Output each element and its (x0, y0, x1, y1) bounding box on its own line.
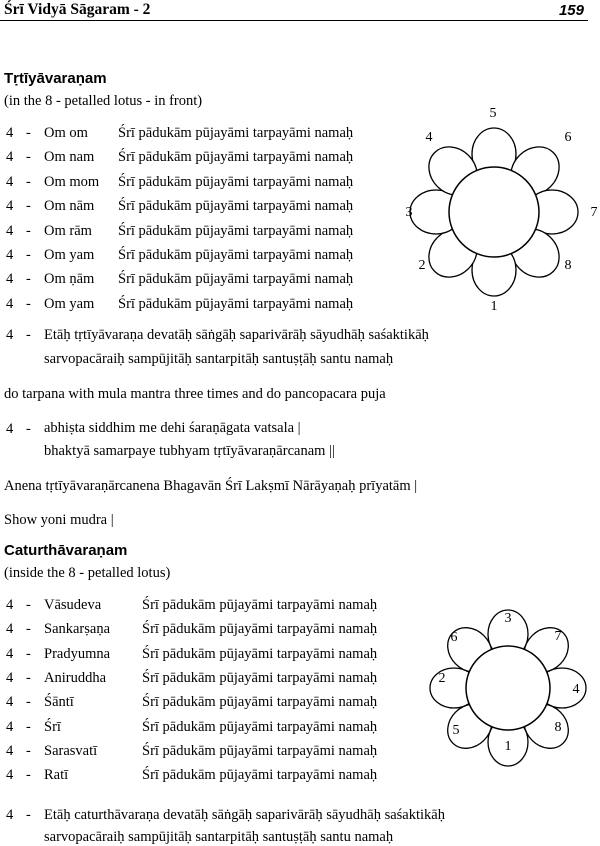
mantra-dash: - (26, 198, 31, 215)
mantra-dash: - (26, 271, 31, 288)
lotus-petal-number: 8 (554, 720, 562, 735)
mantra-number: 4 (6, 767, 14, 784)
lotus-center-circle (449, 167, 539, 257)
mantra-text: Śrī pādukām pūjayāmi tarpayāmi namaḥ (142, 718, 378, 735)
deity-name: Vāsudeva (44, 597, 102, 613)
mantra-number: 4 (6, 645, 14, 662)
mantra-number: 4 (6, 742, 14, 759)
deity-name: Om yam (44, 295, 95, 312)
closing-number: 4 (6, 807, 14, 823)
deity-name: Aniruddha (44, 669, 107, 686)
page-header (0, 0, 600, 22)
mantra-dash: - (26, 222, 31, 239)
closing-line-1: Etāḥ tṛtīyāvaraṇa devatāḥ sāṅgāḥ saparivārāḥ sāyudhāḥ saśaktikāḥ (44, 327, 429, 343)
mantra-text: Śrī pādukām pūjayāmi tarpayāmi namaḥ (142, 621, 378, 638)
lotus-petal-number: 7 (554, 629, 562, 644)
lotus-petal-number: 8 (564, 258, 572, 273)
mantra-dash: - (26, 247, 31, 263)
mantra-dash: - (26, 125, 31, 141)
offering-text: Anena tṛtīyāvaraṇārcanena Bhagavān Śrī Lakṣmī Nārāyaṇaḥ prīyatām | (4, 478, 418, 494)
lotus-petal-number: 2 (418, 258, 426, 273)
mantra-text: Śrī pādukām pūjayāmi tarpayāmi namaḥ (118, 247, 354, 263)
lotus-petal-number: 3 (504, 611, 512, 626)
mantra-dash: - (26, 173, 31, 190)
deity-name: Om mom (44, 173, 100, 190)
deity-name: Om rām (44, 222, 92, 239)
page-number: 159 (558, 2, 584, 19)
lotus-petal-number: 7 (590, 205, 598, 220)
mantra-dash: - (26, 597, 31, 613)
mantra-number: 4 (6, 247, 14, 263)
closing-number: 4 (6, 327, 14, 343)
lotus-petal-number: 4 (572, 682, 580, 697)
mantra-number: 4 (6, 597, 14, 613)
deity-name: Om yam (44, 247, 95, 263)
lotus-petal-number: 1 (504, 739, 512, 754)
lotus-petal-number: 5 (452, 723, 460, 738)
section-subtitle: (inside the 8 - petalled lotus) (4, 565, 171, 581)
lotus-petal-number: 5 (489, 106, 497, 121)
lotus-petal-number: 4 (425, 130, 433, 145)
mantra-text: Śrī pādukām pūjayāmi tarpayāmi namaḥ (118, 125, 354, 141)
mudra-text: Show yoni mudra | (4, 512, 114, 528)
deity-name: Śāntī (44, 694, 74, 711)
mantra-number: 4 (6, 222, 14, 239)
mantra-text: Śrī pādukām pūjayāmi tarpayāmi namaḥ (142, 767, 378, 784)
deity-name: Om nam (44, 149, 95, 166)
closing-dash: - (26, 807, 31, 823)
mantra-text: Śrī pādukām pūjayāmi tarpayāmi namaḥ (118, 149, 354, 166)
section-title-caturthavaranam: Caturthāvaraṇam (4, 542, 128, 559)
deity-name: Sarasvatī (44, 742, 98, 759)
deity-name: Śrī (44, 718, 61, 735)
lotus-petal-number: 3 (405, 205, 413, 220)
mantra-text: Śrī pādukām pūjayāmi tarpayāmi namaḥ (142, 597, 378, 613)
mantra-number: 4 (6, 198, 14, 215)
prayer-number: 4 (6, 421, 14, 437)
closing-dash: - (26, 327, 31, 343)
deity-name: Om ṇām (44, 271, 95, 288)
running-title: Śrī Vidyā Sāgaram - 2 (4, 1, 151, 18)
lotus-petal-number: 1 (490, 299, 498, 314)
lotus-petal-number: 6 (450, 630, 458, 645)
mantra-number: 4 (6, 718, 14, 735)
closing-line-2: sarvopacāraiḥ sampūjitāḥ santarpitāḥ santuṣṭāḥ santu namaḥ (44, 351, 394, 367)
section-title-tritiyavaranam: Tṛtīyāvaraṇam (4, 70, 107, 87)
mantra-number: 4 (6, 669, 14, 686)
mantra-dash: - (26, 742, 31, 759)
mantra-text: Śrī pādukām pūjayāmi tarpayāmi namaḥ (142, 742, 378, 759)
mantra-number: 4 (6, 271, 14, 288)
mantra-number: 4 (6, 621, 14, 638)
deity-name: Ratī (44, 767, 69, 784)
closing-line-2: sarvopacāraiḥ sampūjitāḥ santarpitāḥ santuṣṭāḥ santu namaḥ (44, 829, 394, 845)
mantra-text: Śrī pādukām pūjayāmi tarpayāmi namaḥ (118, 198, 354, 215)
mantra-dash: - (26, 295, 31, 312)
prayer-line-1: abhiṣta siddhim me dehi śaraṇāgata vatsala | (44, 420, 301, 436)
instruction-text: do tarpana with mula mantra three times and do pancopacara puja (4, 386, 386, 402)
mantra-dash: - (26, 645, 31, 662)
deity-name: Om nām (44, 198, 95, 215)
mantra-dash: - (26, 767, 31, 784)
mantra-dash: - (26, 621, 31, 638)
mantra-dash: - (26, 149, 31, 166)
mantra-text: Śrī pādukām pūjayāmi tarpayāmi namaḥ (142, 645, 378, 662)
lotus-diagram-inside (420, 590, 600, 790)
lotus-center-circle (466, 646, 550, 730)
mantra-dash: - (26, 669, 31, 686)
mantra-text: Śrī pādukām pūjayāmi tarpayāmi namaḥ (142, 669, 378, 686)
lotus-diagram-front (400, 105, 600, 314)
mantra-dash: - (26, 718, 31, 735)
deity-name: Om om (44, 125, 88, 141)
mantra-text: Śrī pādukām pūjayāmi tarpayāmi namaḥ (118, 222, 354, 239)
mantra-number: 4 (6, 173, 14, 190)
mantra-text: Śrī pādukām pūjayāmi tarpayāmi namaḥ (118, 295, 354, 312)
section-subtitle: (in the 8 - petalled lotus - in front) (4, 93, 203, 109)
deity-name: Sankarṣaṇa (44, 621, 111, 638)
deity-name: Pradyumna (44, 645, 111, 662)
header-rule (0, 20, 588, 21)
closing-line-1: Etāḥ caturthāvaraṇa devatāḥ sāṅgāḥ saparivārāḥ sāyudhāḥ saśaktikāḥ (44, 807, 445, 823)
mantra-text: Śrī pādukām pūjayāmi tarpayāmi namaḥ (142, 694, 378, 711)
mantra-number: 4 (6, 149, 14, 166)
mantra-text: Śrī pādukām pūjayāmi tarpayāmi namaḥ (118, 173, 354, 190)
lotus-petal-number: 2 (438, 671, 446, 686)
mantra-number: 4 (6, 295, 14, 312)
mantra-text: Śrī pādukām pūjayāmi tarpayāmi namaḥ (118, 271, 354, 288)
mantra-number: 4 (6, 125, 14, 141)
prayer-line-2: bhaktyā samarpaye tubhyam tṛtīyāvaraṇārcanam || (44, 443, 335, 459)
prayer-dash: - (26, 421, 31, 437)
mantra-dash: - (26, 694, 31, 711)
mantra-number: 4 (6, 694, 14, 711)
lotus-petal-number: 6 (564, 130, 572, 145)
